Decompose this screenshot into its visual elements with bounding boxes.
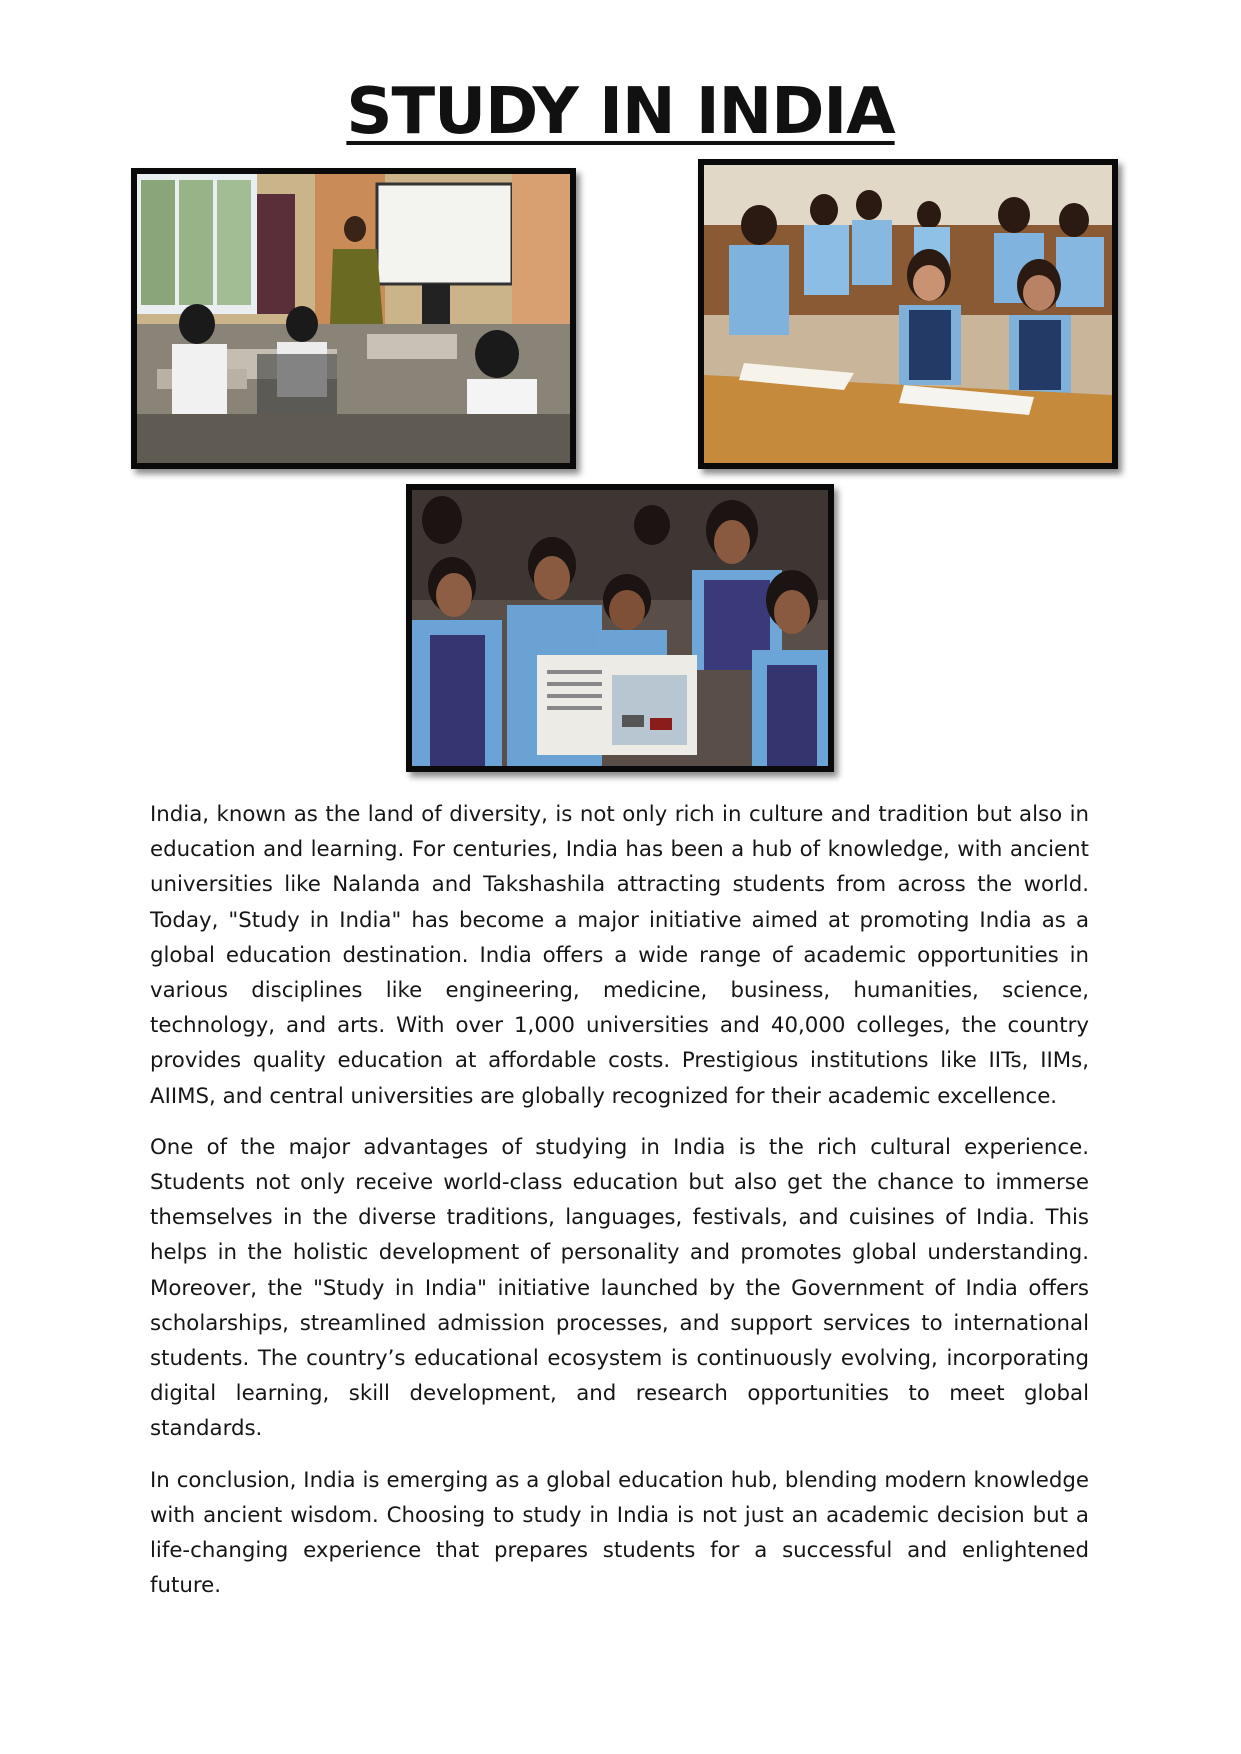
page-title: [0, 74, 1241, 150]
students-clapping-photo: [698, 159, 1118, 469]
classroom-teacher-photo: [131, 168, 576, 469]
students-newspaper-photo: [406, 484, 834, 772]
paragraph-intro: India, known as the land of diversity, is not only rich in culture and tradition but also in education and learning. For centuries, India has been a hub of knowledge, with ancient universities like Nalanda and Takshashila attracting students from across the world. Today, "Study in India" has become a major initiative aimed at promoting India as a global education destination. India offers a wide range of academic opportunities in various disciplines like engineering, medicine, business, humanities, science, technology, and arts. With over 1,000 universities and 40,000 colleges, the country provides quality education at affordable costs. Prestigious institutions like IITs, IIMs, AIIMS, and central universities are globally recognized for their academic excellence.: [150, 802, 1089, 1109]
article-body: [150, 797, 1089, 1619]
paragraph-conclusion: In conclusion, India is emerging as a global education hub, blending modern knowledge with ancient wisdom. Choosing to study in India is not just an academic decision but a life-changing experience that prepares students for a successful and enlightened future.: [150, 1467, 1089, 1599]
page-title-text: STUDY IN INDIA: [346, 75, 895, 149]
paragraph-advantages: One of the major advantages of studying in India is the rich cultural experience. Students not only receive world-class education but also get the chance to immerse themselves in the diverse traditions, languages, festivals, and cuisines of India. This helps in the holistic development of personality and promotes global understanding. Moreover, the "Study in India" initiative launched by the Government of India offers scholarships, streamlined admission processes, and support services to international students. The country’s educational ecosystem is continuously evolving, incorporating digital learning, skill development, and research opportunities to meet global standards.: [150, 1134, 1089, 1442]
